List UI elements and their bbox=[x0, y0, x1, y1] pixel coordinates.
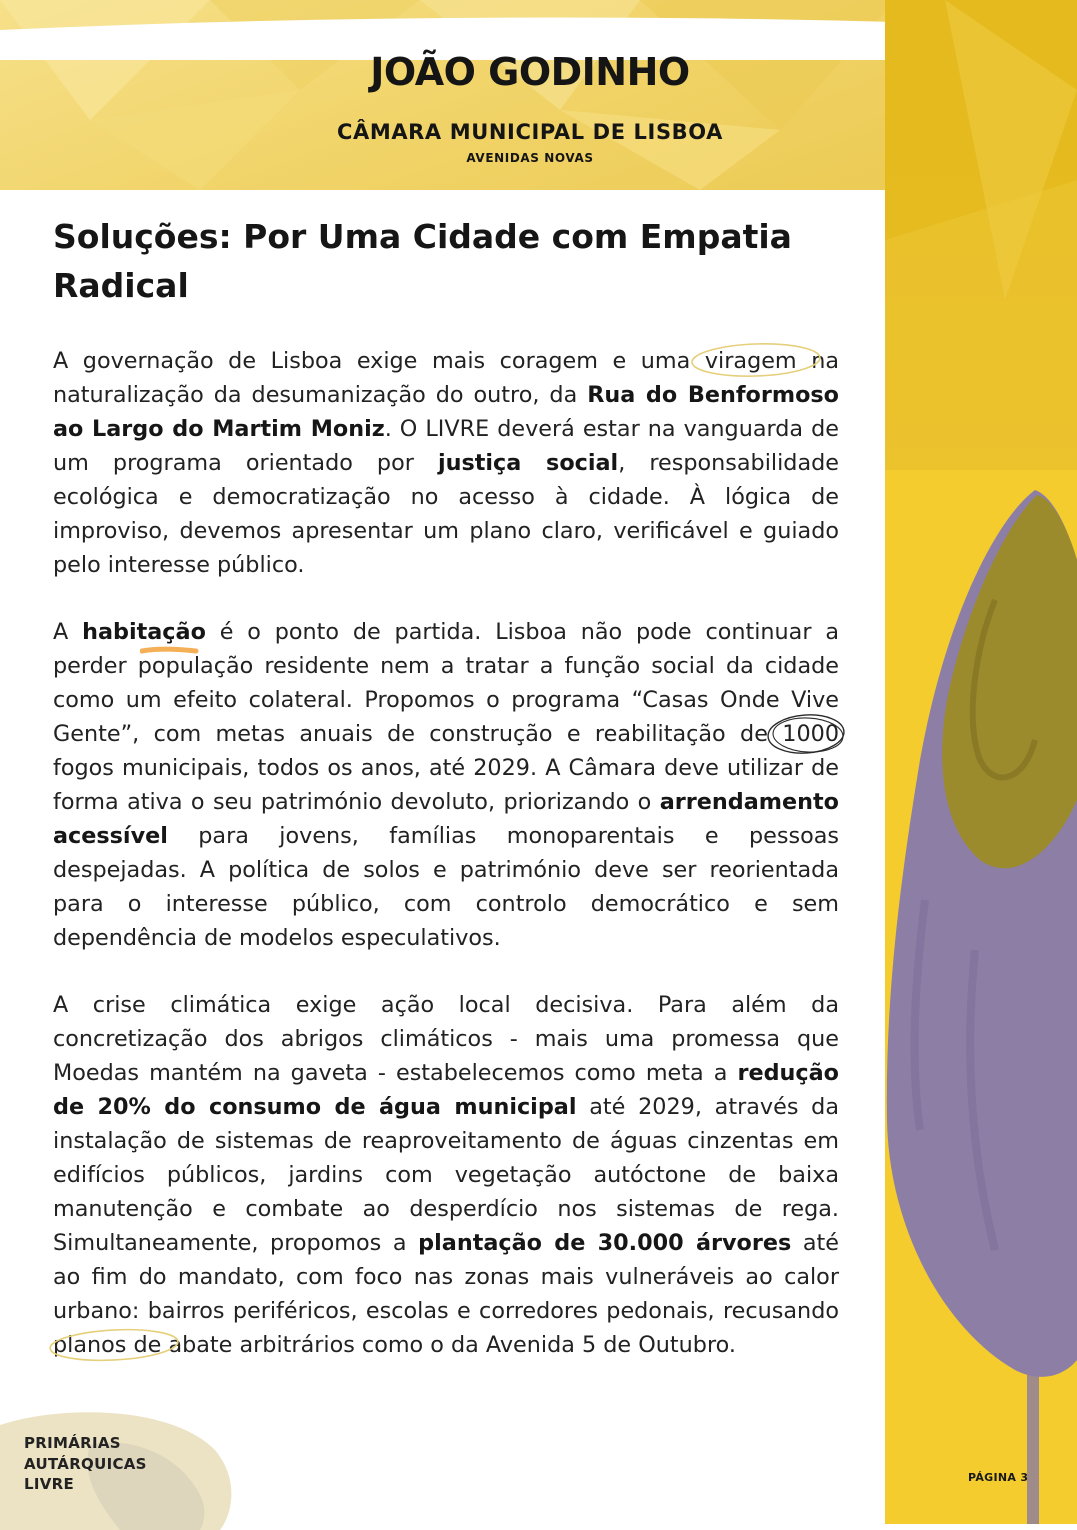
p1-bold-benformoso: Rua do Benformoso ao Largo do Martim Moniz bbox=[53, 382, 839, 442]
p2-bold-habitacao: habitação bbox=[82, 619, 206, 645]
cypress-tree-image bbox=[885, 0, 1077, 1524]
right-decorative-panel bbox=[885, 0, 1077, 1524]
p3-bold-agua: redução de 20% do consumo de água municipal bbox=[53, 1060, 839, 1120]
paragraph-climate bbox=[53, 988, 839, 1362]
footer-line-autarquicas: AUTÁRQUICAS bbox=[24, 1454, 147, 1473]
p1-bold-justica: justiça social bbox=[437, 450, 619, 476]
p3-text-e: até ao fim do mandato, com foco nas zonas mais vulneráveis ao calor urbano: bairros periféricos, escolas e corredores pedonais, recusando planos de abate arbitrários como o da Avenida 5 de Outubro. bbox=[53, 1230, 839, 1358]
footer-branding bbox=[24, 1433, 147, 1495]
footer-line-primarias: PRIMÁRIAS bbox=[24, 1434, 121, 1452]
p3-text-a: A crise climática exige ação local decisiva. Para além da concretização dos abrigos climáticos - mais uma promessa que Moedas mantém na gaveta - estabelecemos como meta a bbox=[53, 992, 839, 1086]
page-number: PÁGINA 3 bbox=[968, 1471, 1029, 1484]
section-title: Soluções: Por Uma Cidade com Empatia Radical bbox=[53, 217, 792, 305]
p2-text-a: A bbox=[53, 619, 83, 645]
p3-bold-arvores: plantação de 30.000 árvores bbox=[418, 1230, 792, 1256]
p1-text-e: , responsabilidade ecológica e democratização no acesso à cidade. À lógica de improviso, devemos apresentar um plano claro, verificável e guiado pelo interesse público. bbox=[53, 450, 839, 578]
council-name: CÂMARA MUNICIPAL DE LISBOA bbox=[336, 120, 724, 144]
p2-bold-arrendamento: arrendamento acessível bbox=[53, 789, 839, 849]
p2-text-e: para jovens, famílias monoparentais e pessoas despejadas. A política de solos e património deve ser reorientada para o interesse público, com controlo democrático e sem dependência de modelos especulativos. bbox=[53, 823, 839, 951]
paragraph-governance bbox=[53, 344, 839, 582]
p3-text-c: até 2029, através da instalação de sistemas de reaproveitamento de águas cinzentas em edifícios públicos, jardins com vegetação autóctone de baixa manutenção e combate ao desperdício nos sistemas de rega. Simultaneamente, propomos a bbox=[53, 1094, 839, 1256]
candidate-name: JOÃO GODINHO bbox=[370, 50, 690, 94]
p1-text-c: . O LIVRE deverá estar na vanguarda de um programa orientado por bbox=[53, 416, 839, 476]
district-name: AVENIDAS NOVAS bbox=[466, 151, 594, 165]
footer-line-livre: LIVRE bbox=[24, 1475, 75, 1493]
paragraph-housing bbox=[53, 615, 839, 955]
p2-text-c: é o ponto de partida. Lisboa não pode continuar a perder população residente nem a tratar a função social da cidade como um efeito colateral. Propomos o programa “Casas Onde Vive Gente”, com metas anuais de construção e reabilitação de 1000 fogos municipais, todos os anos, até 2029. A Câmara deve utilizar de forma ativa o seu património devoluto, priorizando o bbox=[53, 619, 839, 815]
p1-text-a: A governação de Lisboa exige mais coragem e uma viragem na naturalização da desumanização do outro, da bbox=[53, 348, 839, 408]
